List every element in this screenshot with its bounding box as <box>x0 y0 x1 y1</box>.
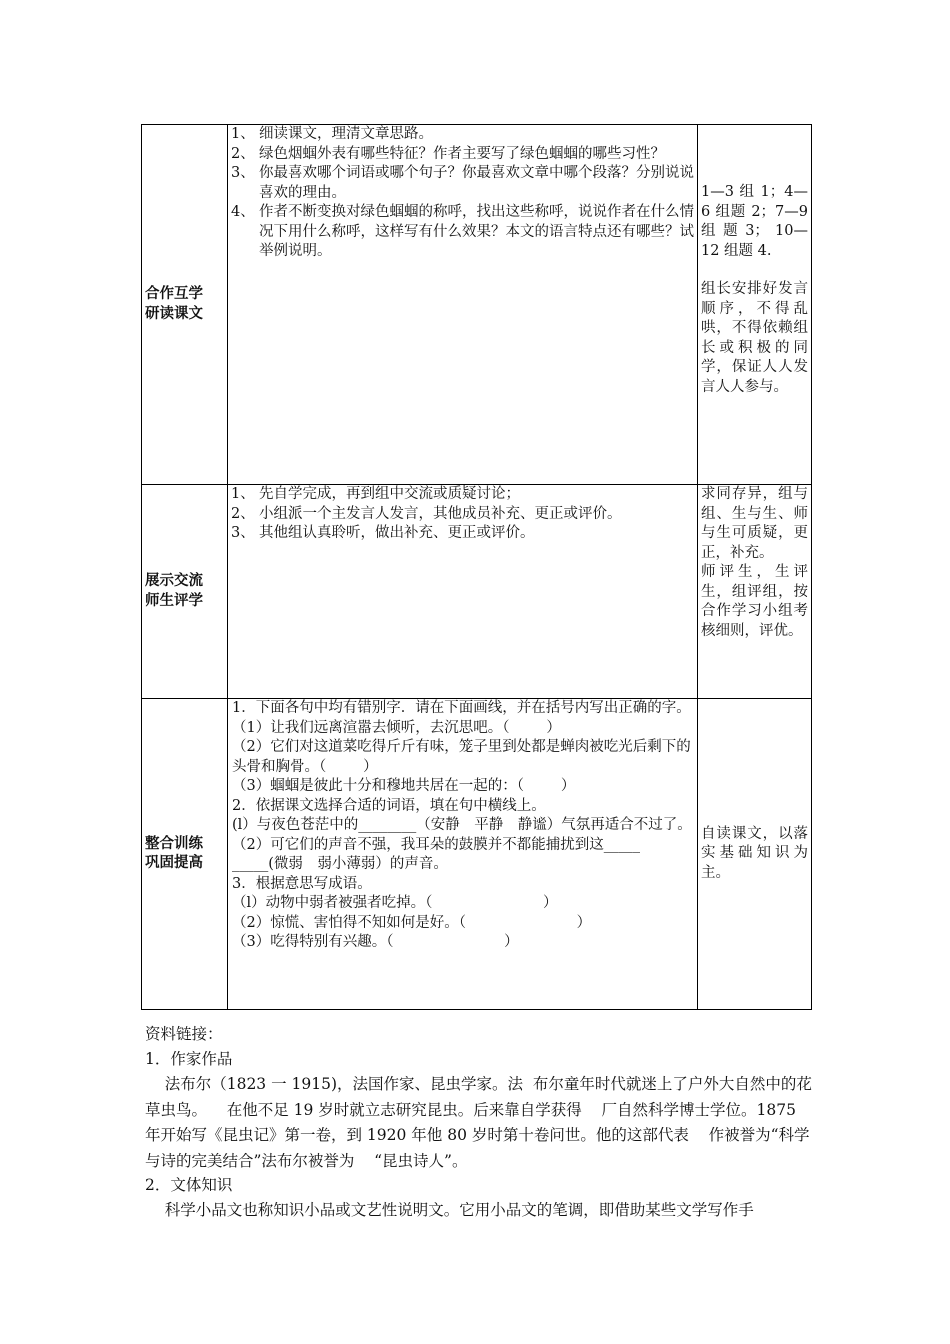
exercise-line: （2）它们对这道菜吃得斤斤有味，笼子里到处都是蝉肉被吃光后剩下的头骨和胸骨。（ ） <box>232 739 691 775</box>
self-study-note: 自读课文，以落实基础知识为主。 <box>701 825 808 881</box>
discussion-note: 求同存异，组与组、生与生、师与生可质疑，更正，补充。 <box>701 486 808 561</box>
group-assignment-note: 1—3 组 1；4—6 组题 2；7—9 组 题 3； 10—12 组题 4. <box>701 184 813 259</box>
exercise-cell <box>228 699 698 1010</box>
list-item-text: 细读课文，理清文章思路。 <box>259 126 433 142</box>
stage-label <box>142 125 228 485</box>
list-item <box>231 145 694 165</box>
section-title: 1．作家作品 <box>145 1050 233 1068</box>
stage-label-line: 展示交流 <box>145 573 203 589</box>
exercise-line: （l）动物中弱者被强者吃掉。（ ） <box>232 895 558 911</box>
stage-label <box>142 699 228 1010</box>
stage-label-line: 师生评学 <box>145 592 203 609</box>
activity-cell <box>228 485 698 699</box>
list-item-text: 绿色烟蝈外表有哪些特征？作者主要写了绿色蝈蝈的哪些习性？ <box>259 145 665 162</box>
evaluation-note: 师评生，生评生，组评组，按合作学习小组考核细则，评优。 <box>701 564 808 639</box>
list-item-text: 小组派一个主发言人发言，其他成员补充、更正或评价。 <box>259 505 622 522</box>
exercise-line: 3．根据意思写成语。 <box>232 875 372 892</box>
stage-label-line: 合作互学 <box>145 286 203 302</box>
stage-label <box>142 485 228 699</box>
list-item-text: 先自学完成，再到组中交流或质疑讨论； <box>259 486 520 502</box>
list-item <box>231 524 694 544</box>
table-row <box>142 485 812 699</box>
list-item-text: 你最喜欢哪个词语或哪个句子？你最喜欢文章中哪个段落？分别说说喜欢的理由。 <box>259 165 694 201</box>
list-item-number: 3、 <box>231 525 255 541</box>
list-item-text: 作者不断变换对绿色蝈蝈的称呼，找出这些称呼，说说作者在什么情况下用什么称呼，这样写有什么效果？本文的语言特点还有哪些？试举例说明。 <box>259 204 694 259</box>
exercise-line: (l）与夜色苍茫中的________（安静 平静 静谧）气氛再适合不过了。 <box>232 817 692 833</box>
list-item <box>231 125 694 145</box>
note-cell <box>698 699 812 1010</box>
list-item-number: 2、 <box>231 145 255 162</box>
exercise-line: 2．依据课文选择合适的词语，填在句中横线上。 <box>232 797 546 814</box>
lesson-plan-table <box>141 124 812 1010</box>
list-item-number: 2、 <box>231 505 255 522</box>
exercise-line: 1．下面各句中均有错别字．请在下面画线，并在括号内写出正确的字。 <box>232 700 691 716</box>
table-row <box>142 699 812 1010</box>
exercise-line: （2）惊慌、害怕得不知如何是好。（ ） <box>232 914 592 931</box>
speaking-order-note: 组长安排好发言顺序，不得乱哄，不得依赖组长或积极的同学，保证人人发言人人参与。 <box>701 281 808 395</box>
list-item-number: 3、 <box>231 165 255 181</box>
list-item-number: 1、 <box>231 486 255 502</box>
stage-label-line: 巩固提高 <box>145 855 203 871</box>
activity-cell <box>228 125 698 485</box>
genre-paragraph: 科学小品文也称知识小品或文艺性说明文。它用小品文的笔调，即借助某些文学写作手 <box>145 1201 754 1219</box>
list-item-number: 4、 <box>231 204 255 220</box>
table-row <box>142 125 812 485</box>
exercise-line: （2）可它们的声音不强，我耳朵的鼓膜并不都能捕扰到这_____ _____(微弱 弱小薄弱）的声音。 <box>232 836 645 872</box>
exercise-line: （3）蝈蝈是彼此十分和穆地共居在一起的：（ ） <box>232 778 576 794</box>
stage-label-line: 研读课文 <box>145 305 203 322</box>
exercise-line: （1）让我们远离渲嚣去倾听，去沉思吧。（ ） <box>232 719 561 736</box>
exercise-line: （3）吃得特别有兴趣。（ ） <box>232 934 519 950</box>
list-item <box>231 203 694 262</box>
list-item <box>231 505 694 525</box>
note-cell <box>698 125 812 485</box>
section-title: 2．文体知识 <box>145 1176 233 1194</box>
list-item <box>231 485 694 505</box>
list-item-text: 其他组认真聆听，做出补充、更正或评价。 <box>259 525 535 541</box>
appendix-heading: 资料链接： <box>145 1025 223 1043</box>
stage-label-line: 整合训练 <box>145 835 203 852</box>
list-item-number: 1、 <box>231 126 255 142</box>
author-paragraph: 法布尔（1823 一 1915)，法国作家、昆虫学家。法 布尔童年时代就迷上了户外大自然中的花草虫鸟。 在他不足 19 岁时就立志研究昆虫。后来靠自学获得 厂自然科学博士学位。1875 年开始写《昆虫记》第一卷，到 1920 年他 80 岁时第十卷问世。他的这部代表 作被誉为“科学与诗的完美结合”法布尔被誉为 “昆虫诗人”。 <box>145 1075 812 1170</box>
list-item <box>231 164 694 203</box>
note-cell <box>698 485 812 699</box>
